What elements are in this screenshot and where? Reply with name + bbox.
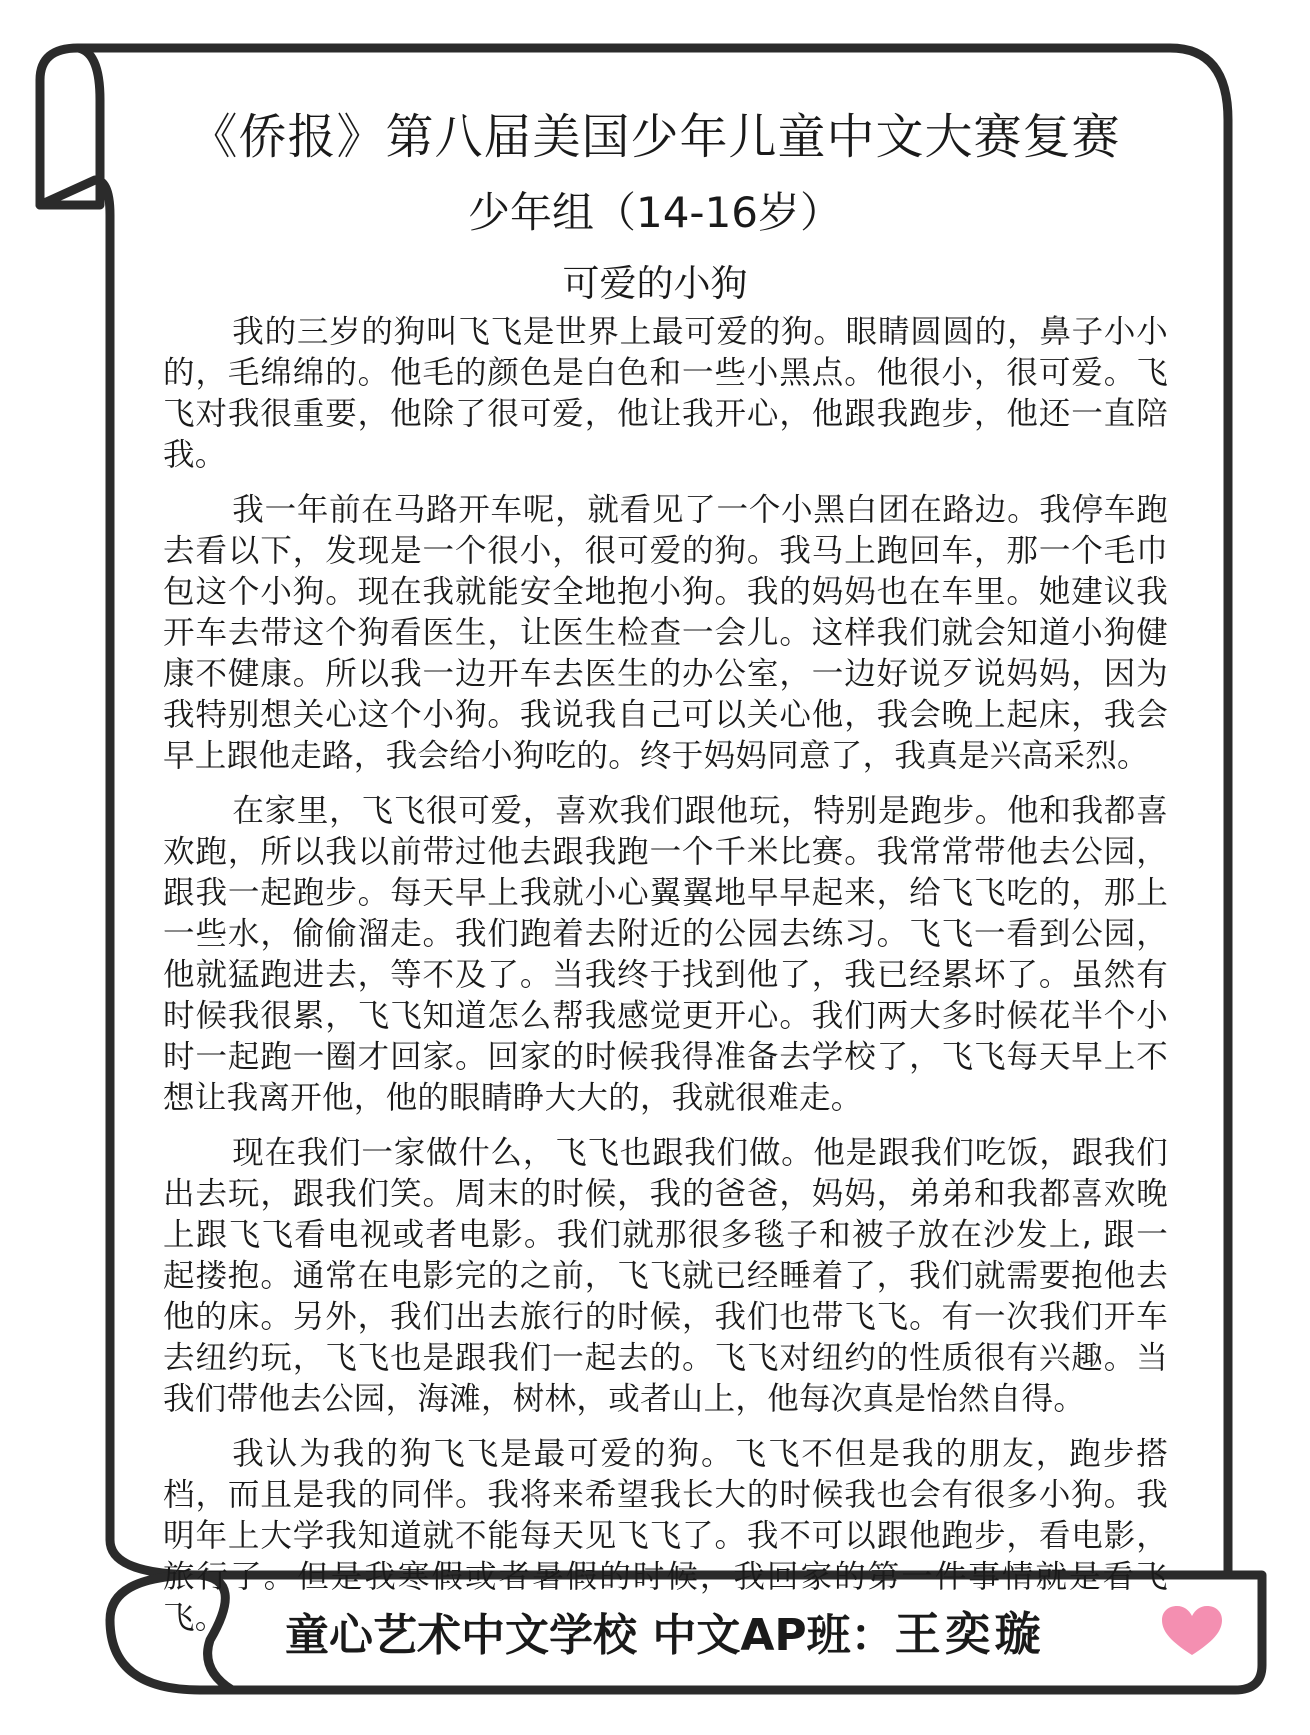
school-class-label: 童心艺术中文学校 中文AP班： — [285, 1610, 895, 1661]
essay-body — [163, 312, 1168, 1653]
main-title: 《侨报》第八届美国少年儿童中文大赛复赛 — [189, 109, 1121, 165]
essay-paragraph: 我认为我的狗飞飞是最可爱的狗。飞飞不但是我的朋友，跑步搭档，而且是我的同伴。我将来希望我长大的时候我也会有很多小狗。我明年上大学我知道就不能每天见飞飞了。我不可以跟他跑步，看电影，旅行了。但是我寒假或者暑假的时候，我回家的第一件事情就是看飞飞。 — [163, 1436, 1168, 1636]
essay-paragraph: 在家里，飞飞很可爱，喜欢我们跟他玩，特别是跑步。他和我都喜欢跑，所以我以前带过他去跟我跑一个千米比赛。我常常带他去公园，跟我一起跑步。每天早上我就小心翼翼地早早起来，给飞飞吃的，那上一些水，偷偷溜走。我们跑着去附近的公园去练习。飞飞一看到公园，他就猛跑进去，等不及了。当我终于找到他了，我已经累坏了。虽然有时候我很累，飞飞知道怎么帮我感觉更开心。我们两大多时候花半个小时一起跑一圈才回家。回家的时候我得准备去学校了，飞飞每天早上不想让我离开他，他的眼睛睁大大的，我就很难走。 — [163, 793, 1168, 1116]
author-credit — [285, 1598, 1045, 1664]
heart-icon — [1160, 1605, 1224, 1657]
essay-paragraph: 我一年前在马路开车呢，就看见了一个小黑白团在路边。我停车跑去看以下，发现是一个很小，很可爱的狗。我马上跑回车，那一个毛巾包这个小狗。现在我就能安全地抱小狗。我的妈妈也在车里。她建议我开车去带这个狗看医生，让医生检查一会儿。这样我们就会知道小狗健康不健康。所以我一边开车去医生的办公室，一边好说歹说妈妈，因为我特别想关心这个小狗。我说我自己可以关心他，我会晚上起床，我会早上跟他走路，我会给小狗吃的。终于妈妈同意了，我真是兴高采烈。 — [163, 492, 1168, 774]
author-name: 王奕璇 — [894, 1607, 1045, 1661]
age-group-subtitle: 少年组（14-16岁） — [467, 188, 843, 237]
essay-title: 可爱的小狗 — [562, 262, 748, 305]
essay-paragraph: 我的三岁的狗叫飞飞是世界上最可爱的狗。眼睛圆圆的，鼻子小小的，毛绵绵的。他毛的颜色是白色和一些小黑点。他很小，很可爱。飞飞对我很重要，他除了很可爱，他让我开心，他跟我跑步，他还一直陪我。 — [163, 314, 1168, 473]
essay-paragraph: 现在我们一家做什么，飞飞也跟我们做。他是跟我们吃饭，跟我们出去玩，跟我们笑。周末的时候，我的爸爸，妈妈，弟弟和我都喜欢晚上跟飞飞看电视或者电影。我们就那很多毯子和被子放在沙发上, 跟一起搂抱。通常在电影完的之前，飞飞就已经睡着了，我们就需要抱他去他的床。另外，我们出去旅行的时候，我们也带飞飞。有一次我们开车去纽约玩，飞飞也是跟我们一起去的。飞飞对纽约的性质很有兴趣。当我们带他去公园，海滩，树林，或者山上，他每次真是怡然自得。 — [163, 1135, 1168, 1417]
